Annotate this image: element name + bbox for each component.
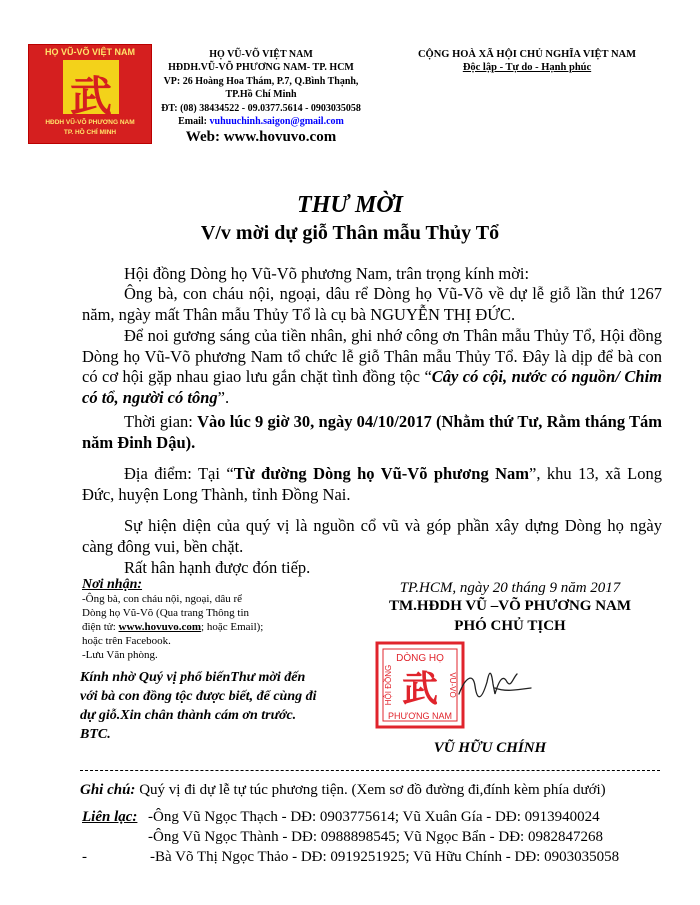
note-text: Quý vị đi dự lễ tự túc phương tiện. (Xem sơ đồ đường đi,đính kèm phía dưới) <box>135 782 606 798</box>
website-link[interactable]: www.hovuvo.com <box>118 621 202 633</box>
org-city: TP.Hồ Chí Minh <box>225 89 297 101</box>
proverb: Cây có cội, nước có nguồn/ Chim có tổ, người có tông <box>82 367 662 407</box>
contact-row: -Bà Võ Thị Ngọc Thảo - DĐ: 0919251925; Vũ Hữu Chính - DĐ: 0903035058 <box>150 849 620 865</box>
logo-emblem <box>63 60 119 121</box>
contact-row: -Ông Vũ Ngọc Thành - DĐ: 0988898545; Vũ Ngọc Bẩn - DĐ: 0982847268 <box>148 829 603 845</box>
place-rest: ”, khu 13, xã Long Đức, huyện Long Thành, tỉnh Đồng Nai. <box>82 464 662 504</box>
handwritten-signature <box>455 658 535 708</box>
signatory-name: VŨ HỮU CHÍNH <box>433 740 547 756</box>
welcome-line: Rất hân hạnh được đón tiếp. <box>124 558 311 577</box>
national-header <box>372 48 682 74</box>
greeting: Hội đồng Dòng họ Vũ-Võ phương Nam, trân trọng kính mời: <box>124 264 530 283</box>
official-stamp <box>375 641 465 729</box>
organization-header <box>156 48 366 146</box>
org-phone: ĐT: (08) 38434522 - 09.0377.5614 - 0903035058 <box>161 102 361 114</box>
org-branch: HĐDH.VŨ-VÕ PHƯƠNG NAM- TP. HCM <box>168 62 354 74</box>
time-paragraph <box>82 412 662 453</box>
document-title: THƯ MỜI <box>297 192 403 218</box>
logo-bottom-text-2: TP. HỒ CHÍ MINH <box>63 129 117 136</box>
contact-label: Liên lạc: <box>82 809 138 825</box>
contact-row: -Ông Vũ Ngọc Thạch - DĐ: 0903775614; Vũ Xuân Gía - DĐ: 0913940024 <box>148 809 600 825</box>
time-label: Thời gian: <box>124 412 198 431</box>
note-line <box>80 781 670 799</box>
date-line: TP.HCM, ngày 20 tháng 9 năm 2017 <box>399 580 621 596</box>
recipients-heading: Nơi nhận: <box>82 577 143 592</box>
org-email-line <box>156 115 366 128</box>
logo-glyph: 武 <box>69 72 112 121</box>
recipients-line <box>82 620 314 634</box>
place-paragraph <box>82 464 662 505</box>
recipients-line: Dòng họ Vũ-Võ (Qua trang Thông tin <box>82 607 250 619</box>
stamp-left-text: HỘI ĐỒNG <box>384 664 393 706</box>
purpose-text: Để noi gương sáng của tiền nhân, ghi nhớ công ơn Thân mẫu Thủy Tổ, Hội đồng Dòng họ Vũ-Võ phương Nam tổ chức lễ giỗ Thân mẫu Thủy Tổ. Đây là dịp để bà con có cơ hội gặp nhau giao lưu gắn chặt tình đồng tộc “ <box>82 326 662 386</box>
email-link[interactable]: vuhuuchinh.saigon@gmail.com <box>209 116 344 128</box>
email-label: Email: <box>178 116 208 128</box>
presence-paragraph: Sự hiện diện của quý vị là nguồn cổ vũ và góp phần xây dựng Dòng họ ngày càng đông vui, bền chặt. <box>82 516 662 556</box>
stamp-right-text: VŨ-VÕ <box>448 672 457 698</box>
org-name: HỌ VŨ-VÕ VIỆT NAM <box>209 49 313 60</box>
place-name: Từ đường Dòng họ Vũ-Võ phương Nam <box>233 464 530 483</box>
logo-bottom-text-1: HĐDH VŨ-VÕ PHƯƠNG NAM <box>45 119 135 126</box>
signatory-position: PHÓ CHỦ TỊCH <box>454 618 566 634</box>
org-address: VP: 26 Hoàng Hoa Thám, P.7, Q.Bình Thạnh, <box>163 75 359 87</box>
logo-top-text: HỌ VŨ-VÕ VIỆT NAM <box>44 47 135 57</box>
document-subtitle: V/v mời dự giỗ Thân mẫu Thủy Tổ <box>200 222 500 244</box>
recipients-line: -Lưu Văn phòng. <box>82 649 158 661</box>
stamp-top-text: DÒNG HỌ <box>396 653 444 664</box>
purpose-paragraph <box>82 326 662 408</box>
contact-dash: - <box>82 849 87 865</box>
purpose-end: ”. <box>217 387 230 407</box>
recipients-block <box>82 578 314 662</box>
national-motto: Độc lập - Tự do - Hạnh phúc <box>462 62 592 73</box>
separator-line <box>80 770 660 771</box>
org-website[interactable]: Web: www.hovuvo.com <box>185 129 337 146</box>
organization-logo <box>28 44 152 144</box>
stamp-bottom-text: PHƯƠNG NAM <box>388 711 452 721</box>
place-label: Địa điểm: Tại “ <box>124 464 234 483</box>
note-label: Ghi chú: <box>80 782 136 798</box>
signatory-organization: TM.HĐDH VŨ –VÕ PHƯƠNG NAM <box>388 598 632 614</box>
time-value: Vào lúc 9 giờ 30, ngày 04/10/2017 (Nhằm thứ Tư, Rằm tháng Tám năm Đinh Dậu). <box>82 412 662 452</box>
recipients-text: điện tử: <box>82 621 119 633</box>
dissemination-request: Kính nhờ Quý vị phổ biếnThư mời đến với bà con đồng tộc được biết, để cùng đi dự giỗ.Xin chân thành cám ơn trước. BTC. <box>80 670 317 742</box>
country-name: CỘNG HOÀ XÃ HỘI CHỦ NGHĨA VIỆT NAM <box>417 49 637 60</box>
stamp-glyph: 武 <box>401 668 439 710</box>
recipients-line: hoặc trên Facebook. <box>82 635 171 647</box>
invitation-paragraph: Ông bà, con cháu nội, ngoại, dâu rể Dòng họ Vũ-Võ về dự lễ giỗ lần thứ 1267 năm, ngày mất Thân mẫu Thủy Tổ là cụ bà NGUYỄN THỊ ĐỨC. <box>82 284 662 324</box>
recipients-line: -Ông bà, con cháu nội, ngoại, dâu rể <box>82 593 243 605</box>
recipients-text: ; hoặc Email); <box>201 621 264 633</box>
